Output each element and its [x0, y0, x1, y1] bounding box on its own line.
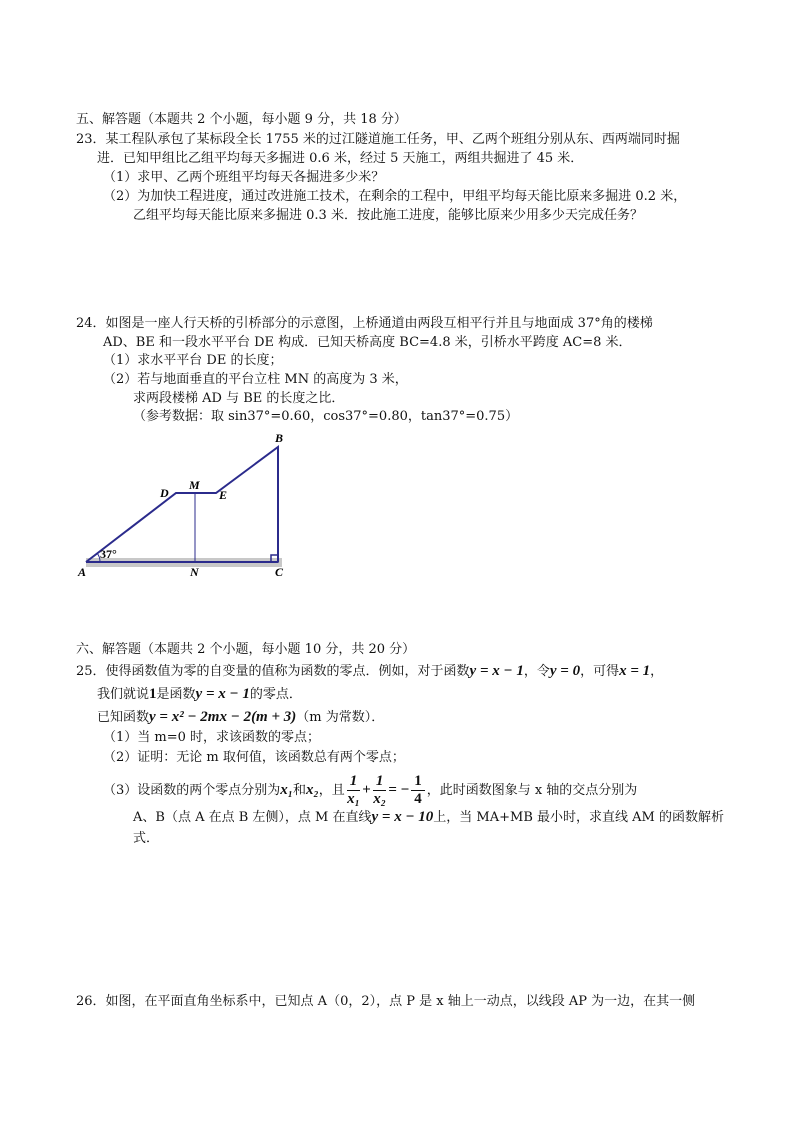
q24-line1: 24．如图是一座人行天桥的引桥部分的示意图，上桥通道由两段互相平行并且与地面成 37°角的楼梯: [76, 316, 653, 331]
q24-part2-line2: 求两段楼梯 AD 与 BE 的长度之比．: [133, 391, 345, 406]
label-M: M: [189, 478, 200, 492]
q25-fraction-3: [411, 773, 425, 808]
section5-heading: 五、解答题（本题共 2 个小题，每小题 9 分，共 18 分）: [76, 112, 407, 127]
label-D: D: [160, 486, 169, 500]
q25-line2: [97, 685, 302, 704]
q25-fraction-3-num: 1: [411, 773, 425, 791]
q25-line2-text-a: 我们就说: [97, 687, 150, 702]
q25-line3: [97, 708, 384, 727]
q25-zero-value: 1: [149, 686, 157, 702]
q25-part3-line1: [103, 770, 637, 811]
q23-part2-line1: （2）为加快工程进度，通过改进施工技术，在剩余的工程中，甲组平均每天能比原来多掘进 0.2 米，: [103, 189, 687, 204]
q25-example-function: y = x − 1: [469, 663, 524, 679]
q24-line2: AD、BE 和一段水平平台 DE 构成．已知天桥高度 BC=4.8 米，引桥水平跨度 AC=8 米．: [103, 335, 632, 350]
q25-fraction-2-den: x₂: [373, 791, 386, 807]
label-A: A: [78, 565, 87, 579]
q25-line1-text-c: ，可得: [580, 664, 620, 679]
q25-line1: [76, 662, 663, 681]
q25-given-function: y = x² − 2mx − 2(m + 3): [149, 709, 297, 725]
q26-line1: 26．如图，在平面直角坐标系中，已知点 A（0，2），点 P 是 x 轴上一动点，以线段 AP 为一边，在其一侧: [76, 994, 696, 1009]
q25-fraction-2: [373, 773, 387, 808]
stair-and-platform: [86, 447, 278, 562]
q25-p3-l2-text-b: 上，当 MA+MB 最小时，求直线 AM 的函数解析: [433, 810, 724, 825]
q25-p3-text-a: （3）设函数的两个零点分别为: [103, 783, 281, 798]
q25-p3-l2-text-a: A、B（点 A 在点 B 左侧），点 M 在直线: [133, 810, 372, 825]
q25-line-equation: y = x − 10: [371, 809, 434, 825]
q25-line1-text-d: ，: [650, 664, 664, 679]
q25-equals-minus: = −: [388, 782, 410, 798]
label-N: N: [190, 565, 199, 579]
q25-line2-text-b: 是函数: [156, 687, 196, 702]
label-E: E: [219, 488, 228, 502]
q25-x-one: x = 1: [619, 663, 651, 679]
q23-part1: （1）求甲、乙两个班组平均每天各掘进多少米？: [103, 170, 385, 185]
q25-line1-text-b: ，令: [523, 664, 550, 679]
q25-line3-text-a: 已知函数: [97, 710, 150, 725]
q25-part1: （1）当 m=0 时，求该函数的零点；: [103, 730, 321, 745]
q25-part3-line3: 式．: [133, 831, 160, 846]
q25-plus: +: [362, 782, 371, 798]
q25-y-zero: y = 0: [549, 663, 581, 679]
q23-part2-line2: 乙组平均每天能比原来多掘进 0.3 米．按此施工进度，能够比原来少用多少天完成任务？: [133, 208, 643, 223]
q25-x1: x₁: [280, 782, 294, 798]
q25-line1-text-a: 25．使得函数值为零的自变量的值称为函数的零点．例如，对于函数: [76, 664, 470, 679]
section6-heading: 六、解答题（本题共 2 个小题，每小题 10 分，共 20 分）: [76, 642, 416, 657]
q25-fraction-1: [347, 773, 361, 808]
label-C: C: [275, 565, 284, 579]
q25-p3-and: 和: [293, 783, 307, 798]
q25-fraction-1-num: 1: [347, 773, 361, 791]
q25-p3-text-b: ，且: [318, 783, 345, 798]
q25-line2-text-c: 的零点．: [249, 687, 302, 702]
q25-part2: （2）证明：无论 m 取何值，该函数总有两个零点；: [103, 750, 405, 765]
q25-part3-line2: [133, 808, 724, 827]
q25-fraction-1-den: x₁: [347, 791, 360, 807]
q25-example-function-2: y = x − 1: [195, 686, 250, 702]
label-B: B: [275, 431, 284, 445]
bridge-diagram: [70, 425, 330, 585]
q25-line3-text-b: （m 为常数）．: [296, 710, 385, 725]
q25-fraction-3-den: 4: [414, 791, 422, 807]
q24-part2-line1: （2）若与地面垂直的平台立柱 MN 的高度为 3 米，: [103, 372, 408, 387]
q24-part1: （1）求水平平台 DE 的长度；: [103, 353, 283, 368]
q23-line1: 23．某工程队承包了某标段全长 1755 米的过江隧道施工任务，甲、乙两个班组分别从东、西两端同时掘: [76, 132, 680, 147]
q25-p3-text-c: ，此时函数图象与 x 轴的交点分别为: [426, 783, 638, 798]
angle-label: 37°: [100, 547, 117, 561]
q25-x2: x₂: [306, 782, 319, 798]
q25-fraction-2-num: 1: [373, 773, 387, 791]
q24-reference-data: （参考数据：取 sin37°=0.60，cos37°=0.80，tan37°=0.75）: [133, 409, 519, 424]
q23-line2: 进．已知甲组比乙组平均每天多掘进 0.6 米，经过 5 天施工，两组共掘进了 45 米．: [97, 151, 584, 166]
